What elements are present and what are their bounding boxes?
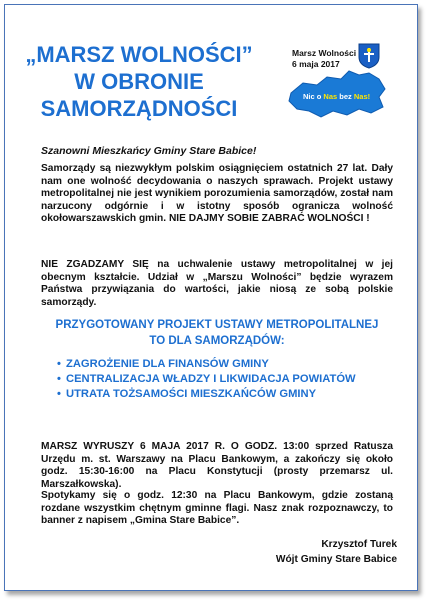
signature-name: Krzysztof Turek <box>321 539 397 550</box>
paragraph-meeting: Spotykamy się o godz. 12:30 na Placu Bankowym, gdzie zostaną rozdane wszystkim chętnym gminne flagi. Nasz znak rozpoznawczy, to banner z napisem „Gmina Stare Babice”. <box>41 490 393 527</box>
slogan-part-1: Nic o <box>303 92 324 101</box>
list-item <box>57 387 356 402</box>
document-page <box>4 4 418 591</box>
paragraph-disagreement: NIE ZGADZAMY SIĘ na uchwalenie ustawy metropolitalnej w jej obecnym kształcie. Udział w „Marszu Wolności” będzie wyrazem Państwa przywiązania do wartości, jakie niosą ze sobą polskie samorządy. <box>41 259 393 308</box>
slogan-part-2: Nas <box>323 92 338 101</box>
bullet-icon: • <box>57 358 61 370</box>
project-heading-line-2: TO DLA SAMORZĄDÓW: <box>149 335 285 347</box>
title-line-2: W OBRONIE <box>74 69 204 94</box>
paragraph-march-route: MARSZ WYRUSZY 6 MAJA 2017 R. O GODZ. 13:00 sprzed Ratusza Urzędu m. st. Warszawy na Placu Bankowym, a zakończy się około godz. 15:30-16:00 na Placu Konstytucji (prosty przemarsz ul. Marszałkowska). <box>41 441 393 490</box>
svg-text:Nic o Nas bez Nas! <box>303 92 370 101</box>
list-item <box>57 357 356 372</box>
project-heading <box>41 317 393 349</box>
list-item-text: ZAGROŻENIE DLA FINANSÓW GMINY <box>66 358 269 370</box>
paragraph-intro: Samorządy są niezwykłym polskim osiągnięciem ostatnich 27 lat. Dały nam one wolność decydowania o naszych sprawach. Projekt ustawy metropolitalnej nie jest wynikiem porozumienia samorządów, został nam narzucony odgórnie i w istotny sposób ogranicza wolność okołowarszawskich gmin. NIE DAJMY SOBIE ZABRAĆ WOLNOŚCI ! <box>41 163 393 225</box>
slogan-part-4: Nas! <box>353 92 371 101</box>
threat-list <box>57 357 356 402</box>
bullet-icon: • <box>57 373 61 385</box>
list-item <box>57 372 356 387</box>
map-logo <box>283 65 389 121</box>
signature-role: Wójt Gminy Stare Babice <box>275 554 397 565</box>
bullet-icon: • <box>57 388 61 400</box>
event-date: 6 maja 2017 <box>292 59 340 69</box>
list-item-text: CENTRALIZACJA WŁADZY I LIKWIDACJA POWIATÓW <box>66 373 356 385</box>
title-line-1: „MARSZ WOLNOŚCI” <box>25 42 253 67</box>
list-item-text: UTRATA TOŻSAMOŚCI MIESZKAŃCÓW GMINY <box>66 388 317 400</box>
project-heading-line-1: PRZYGOTOWANY PROJEKT USTAWY METROPOLITALNEJ <box>55 319 379 331</box>
slogan-part-3: bez <box>337 92 354 101</box>
event-name: Marsz Wolności <box>292 48 357 58</box>
title-line-3: SAMORZĄDNOŚCI <box>40 96 238 121</box>
document-title <box>23 41 255 122</box>
signature <box>267 537 397 567</box>
greeting: Szanowni Mieszkańcy Gminy Stare Babice! <box>41 145 257 157</box>
